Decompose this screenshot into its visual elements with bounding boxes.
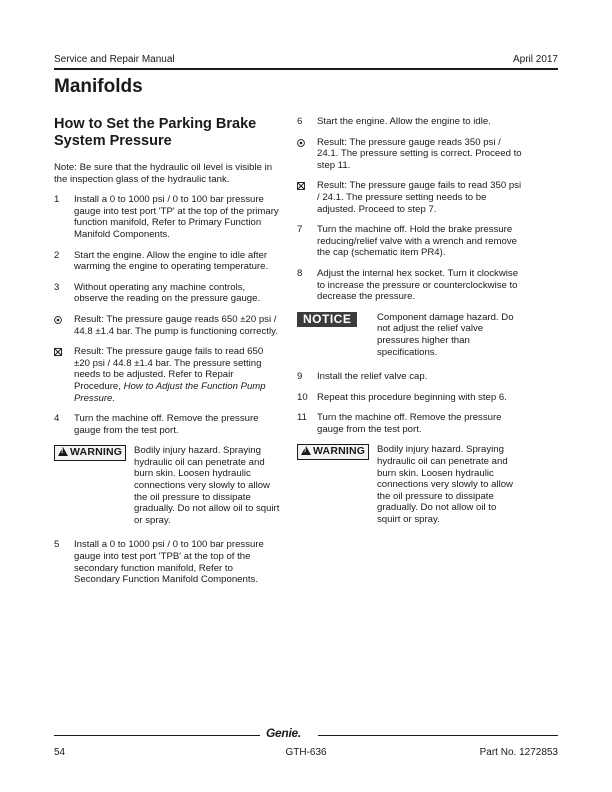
result-pass-icon: [297, 137, 317, 172]
step-number: 8: [297, 267, 303, 279]
result-pass-icon: [54, 314, 74, 337]
result-fail-icon: [297, 180, 317, 215]
step-number: 5: [54, 539, 60, 551]
model-number: GTH-636: [285, 747, 327, 758]
step-text: Install a 0 to 1000 psi / 0 to 100 bar pressure gauge into test port 'TP' at the top of the primary function manifold, Refer to Primary Function Manifold Components.: [74, 194, 279, 240]
step-8: [297, 268, 522, 303]
result-fail-icon: [54, 346, 74, 404]
procedure-title: How to Set the Parking Brake System Pressure: [54, 116, 257, 149]
step-number: 9: [297, 371, 303, 383]
part-number: Part No. 1272853: [479, 747, 558, 758]
result-text: Result: The pressure gauge reads 350 psi / 24.1. The pressure setting is correct. Proceed to step 11.: [317, 136, 522, 171]
result-pass: [54, 314, 280, 337]
step-number: 6: [297, 116, 303, 127]
step-5: [54, 539, 280, 585]
result-pass: [297, 137, 522, 172]
step-1: [54, 194, 280, 240]
step-text: Without operating any machine controls, observe the reading on the pressure gauge.: [74, 281, 261, 305]
notice-badge: NOTICE: [297, 312, 357, 328]
warning-badge: [54, 445, 126, 461]
step-text: Install the relief valve cap.: [317, 371, 428, 383]
footer-rule-left: [54, 735, 260, 736]
result-fail: [54, 346, 280, 404]
step-text: Adjust the internal hex socket. Turn it clockwise to increase the pressure or counterclockwise to decrease the pressure.: [317, 267, 519, 303]
step-text: Turn the machine off. Hold the brake pressure reducing/relief valve with a wrench and remove the cap (schematic item PR4).: [317, 224, 517, 259]
step-text: Start the engine. Allow the engine to idle after warming the engine to operating temperature.: [74, 249, 269, 273]
step-text: Turn the machine off. Remove the pressure gauge from the test port.: [317, 412, 502, 435]
section-title: Manifolds: [54, 76, 143, 97]
step-text: Start the engine. Allow the engine to idle.: [317, 116, 491, 127]
result-text: Result: The pressure gauge reads 650 ±20 psi / 44.8 ±1.4 bar. The pump is functioning correctly.: [74, 313, 278, 337]
result-fail: [297, 180, 522, 215]
warning-text: Bodily injury hazard. Spraying hydraulic oil can penetrate and burn skin. Loosen hydraulic connections very slowly to allow the oil pressure to dissipate gradually. Do not allow oil to squirt or spray.: [377, 444, 513, 526]
step-4: [54, 413, 280, 436]
step-text: Install a 0 to 1000 psi / 0 to 100 bar pressure gauge into test port 'TPB' at the top of the secondary function manifold, Refer to Secondary Function Manifold Components.: [74, 539, 264, 586]
header-date: April 2017: [512, 54, 558, 65]
notice-text: Component damage hazard. Do not adjust the relief valve pressures higher than specifications.: [377, 311, 514, 358]
notice-callout: [297, 312, 522, 358]
step-3: [54, 282, 280, 305]
warning-label: WARNING: [70, 446, 123, 459]
warning-callout: [297, 444, 522, 525]
step-number: 4: [54, 413, 60, 425]
note-text: Note: Be sure that the hydraulic oil level is visible in the inspection glass of the hydraulic tank.: [54, 162, 273, 185]
step-number: 10: [297, 391, 308, 403]
result-text: Result: The pressure gauge fails to read 350 psi / 24.1. The pressure setting needs to be adjusted. Proceed to step 7.: [317, 180, 522, 215]
genie-logo: Genie.: [266, 726, 301, 740]
step-9: [297, 371, 522, 383]
step-text: Turn the machine off. Remove the pressure gauge from the test port.: [74, 413, 259, 436]
step-11: [297, 412, 522, 435]
warning-badge: [297, 444, 369, 460]
warning-label: WARNING: [313, 445, 366, 458]
footer-rule-right: [318, 735, 558, 736]
step-number: 11: [297, 412, 307, 424]
step-number: 1: [54, 194, 60, 206]
page-number: 54: [54, 747, 66, 758]
warning-callout: [54, 445, 280, 526]
step-10: [297, 392, 522, 404]
warning-text: Bodily injury hazard. Spraying hydraulic oil can penetrate and burn skin. Loosen hydraulic connections very slowly to allow the oil pressure to dissipate gradually. Do not allow oil to squirt or spray.: [134, 445, 280, 526]
step-number: 3: [54, 281, 60, 293]
warning-icon: !: [301, 446, 311, 455]
step-number: 7: [297, 224, 303, 236]
step-7: [297, 224, 522, 259]
header-manual-title: Service and Repair Manual: [54, 54, 175, 65]
step-text: Repeat this procedure beginning with step 6.: [317, 391, 507, 403]
procedure-reference: How to Adjust the Function Pump Pressure.: [74, 380, 266, 404]
result-fail-text: Result: The pressure gauge fails to read 650 ±20 psi / 44.8 ±1.4 bar. The pressure setting needs to be adjusted. Refer to Repair Procedure,: [74, 346, 264, 392]
result-text: [74, 346, 280, 404]
step-6: [297, 116, 522, 128]
warning-icon: !: [58, 447, 68, 456]
step-2: [54, 250, 280, 273]
left-column: [54, 116, 280, 595]
header-rule: [54, 68, 558, 70]
step-number: 2: [54, 249, 60, 261]
right-column: [297, 116, 522, 539]
